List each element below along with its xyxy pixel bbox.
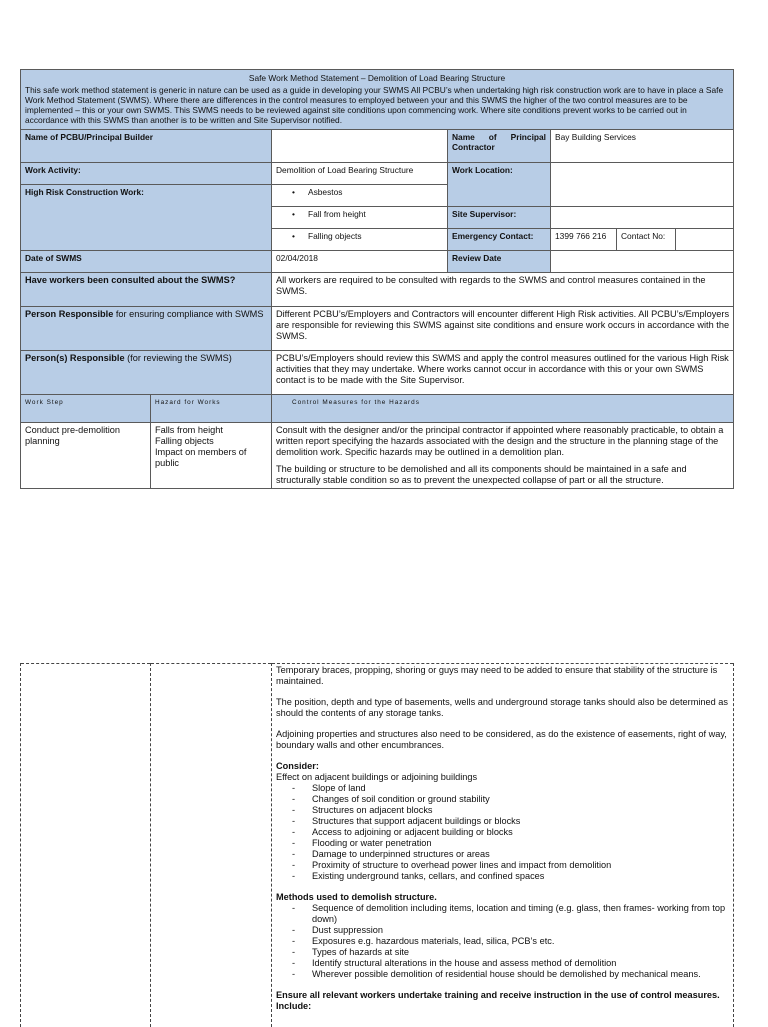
reviewing-answer: PCBU’s/Employers should review this SWMS and apply the control measures outlined for the various High Risk activities that they may undertake. Where works cannot occur in accordance with this or your own SWMS contact is to be made with the Site Supervisor. <box>272 351 734 395</box>
contact-no-label: Contact No: <box>617 229 676 251</box>
pcbu-label: Name of PCBU/Principal Builder <box>21 130 272 163</box>
work-location-label: Work Location: <box>448 163 551 207</box>
list-item: - Proximity of structure to overhead power lines and impact from demolition <box>292 860 729 871</box>
work-location-value <box>551 163 734 207</box>
work-activity-value: Demolition of Load Bearing Structure <box>272 163 448 185</box>
control-paragraph: The position, depth and type of basements, wells and underground storage tanks should also be determined as should the contents of any storage tanks. <box>276 697 729 719</box>
site-supervisor-value <box>551 207 734 229</box>
intro-text: This safe work method statement is generic in nature can be used as a guide in developing your SWMS All PCBU’s when undertaking high risk construction work are to have in place a Safe Work Method Statement (SWMS). Where there are differences in the control measures to employed between your and this SWMS the higher of the two control measures are to be implemented – this or your own SWMS. This SWMS needs to be reviewed against site conditions upon commencing work. Where site conditions prevent works to be carried out in accordance with this SWMS than another is to be written and Site Supervisor notified. <box>25 85 729 125</box>
pcbu-value <box>272 130 448 163</box>
emergency-contact-value: 1399 766 216 <box>551 229 617 251</box>
control-paragraph: Consult with the designer and/or the principal contractor if appointed where reasonably practicable, to obtain a written report specifying the hazards associated with the design and the structure in the planning stage of the demolition work. Specific hazards may be outlined in a demolition plan. <box>276 425 729 458</box>
compliance-answer: Different PCBU’s/Employers and Contractors will encounter different High Risk activities. All PCBU’s/Employers are responsible for reviewing this SWMS against site conditions and ensure work occurs in accordance with the SWMS. <box>272 307 734 351</box>
hrcw-item: • Asbestos <box>272 185 448 207</box>
review-date-label: Review Date <box>448 251 551 273</box>
control-paragraph: Adjoining properties and structures also need to be considered, as do the existence of easements, right of way, boundary walls and other encumbrances. <box>276 729 729 751</box>
date-label: Date of SWMS <box>21 251 272 273</box>
control-measures-cell-continued <box>272 664 734 1027</box>
hrcw-item: • Falling objects <box>272 229 448 251</box>
list-item: - Damage to underpinned structures or areas <box>292 849 729 860</box>
bullet-icon: • <box>292 187 295 197</box>
control-paragraph: Temporary braces, propping, shoring or guys may need to be added to ensure that stability of the structure is maintained. <box>276 665 729 687</box>
bullet-icon: • <box>292 231 295 241</box>
consider-heading: Consider: <box>276 761 729 772</box>
work-step-cell-continued <box>21 664 151 1027</box>
list-item: - Sequence of demolition including items, location and timing (e.g. glass, then frames- working from top down) <box>292 903 729 925</box>
hazard-item: Falling objects <box>155 436 267 447</box>
consider-subheading: Effect on adjacent buildings or adjoining buildings <box>276 772 729 783</box>
consulted-answer: All workers are required to be consulted with regards to the SWMS and control measures contained in the SWMS. <box>272 273 734 307</box>
hazard-cell-continued <box>151 664 272 1027</box>
hazard-cell <box>151 423 272 489</box>
list-item: - Flooding or water penetration <box>292 838 729 849</box>
column-header-control: Control Measures for the Hazards <box>272 395 734 423</box>
hazard-item: Falls from height <box>155 425 267 436</box>
list-item: - Dust suppression <box>292 925 729 936</box>
title-cell <box>21 70 734 130</box>
document-title: Safe Work Method Statement – Demolition of Load Bearing Structure <box>25 73 729 83</box>
list-item: - Types of hazards at site <box>292 947 729 958</box>
hazard-item: Impact on members of public <box>155 447 267 469</box>
work-activity-label: Work Activity: <box>21 163 272 185</box>
site-supervisor-label: Site Supervisor: <box>448 207 551 229</box>
list-item: - Wherever possible demolition of residential house should be demolished by mechanical means. <box>292 969 729 980</box>
review-date-value <box>551 251 734 273</box>
list-item: - Exposures e.g. hazardous materials, lead, silica, PCB’s etc. <box>292 936 729 947</box>
list-item: - Identify structural alterations in the house and assess method of demolition <box>292 958 729 969</box>
list-item: - Slope of land <box>292 783 729 794</box>
principal-contractor-label: Name of Principal Contractor <box>448 130 551 163</box>
principal-contractor-value: Bay Building Services <box>551 130 734 163</box>
control-measures-cell <box>272 423 734 489</box>
compliance-label: Person Responsible for ensuring compliance with SWMS <box>21 307 272 351</box>
consider-list <box>276 783 729 882</box>
hrcw-item: • Fall from height <box>272 207 448 229</box>
consulted-question: Have workers been consulted about the SWMS? <box>21 273 272 307</box>
list-item: - Structures on adjacent blocks <box>292 805 729 816</box>
reviewing-label: Person(s) Responsible (for reviewing the SWMS) <box>21 351 272 395</box>
methods-heading: Methods used to demolish structure. <box>276 892 729 903</box>
swms-continuation-table <box>20 663 734 1027</box>
bullet-icon: • <box>292 209 295 219</box>
date-value: 02/04/2018 <box>272 251 448 273</box>
swms-header-table <box>20 69 734 489</box>
methods-list <box>276 903 729 980</box>
work-step-cell: Conduct pre-demolition planning <box>21 423 151 489</box>
list-item: - Structures that support adjacent buildings or blocks <box>292 816 729 827</box>
list-item: - Changes of soil condition or ground stability <box>292 794 729 805</box>
column-header-work-step: Work Step <box>21 395 151 423</box>
emergency-contact-label: Emergency Contact: <box>448 229 551 251</box>
control-paragraph: The building or structure to be demolished and all its components should be maintained in a safe and structurally stable condition so as to prevent the unexpected collapse of part or all the structure. <box>276 464 729 486</box>
column-header-hazard: Hazard for Works <box>151 395 272 423</box>
contact-no-value <box>676 229 734 251</box>
training-heading: Ensure all relevant workers undertake training and receive instruction in the use of control measures. Include: <box>276 990 729 1012</box>
list-item: - Existing underground tanks, cellars, and confined spaces <box>292 871 729 882</box>
hrcw-label: High Risk Construction Work: <box>21 185 272 251</box>
list-item: - Access to adjoining or adjacent building or blocks <box>292 827 729 838</box>
